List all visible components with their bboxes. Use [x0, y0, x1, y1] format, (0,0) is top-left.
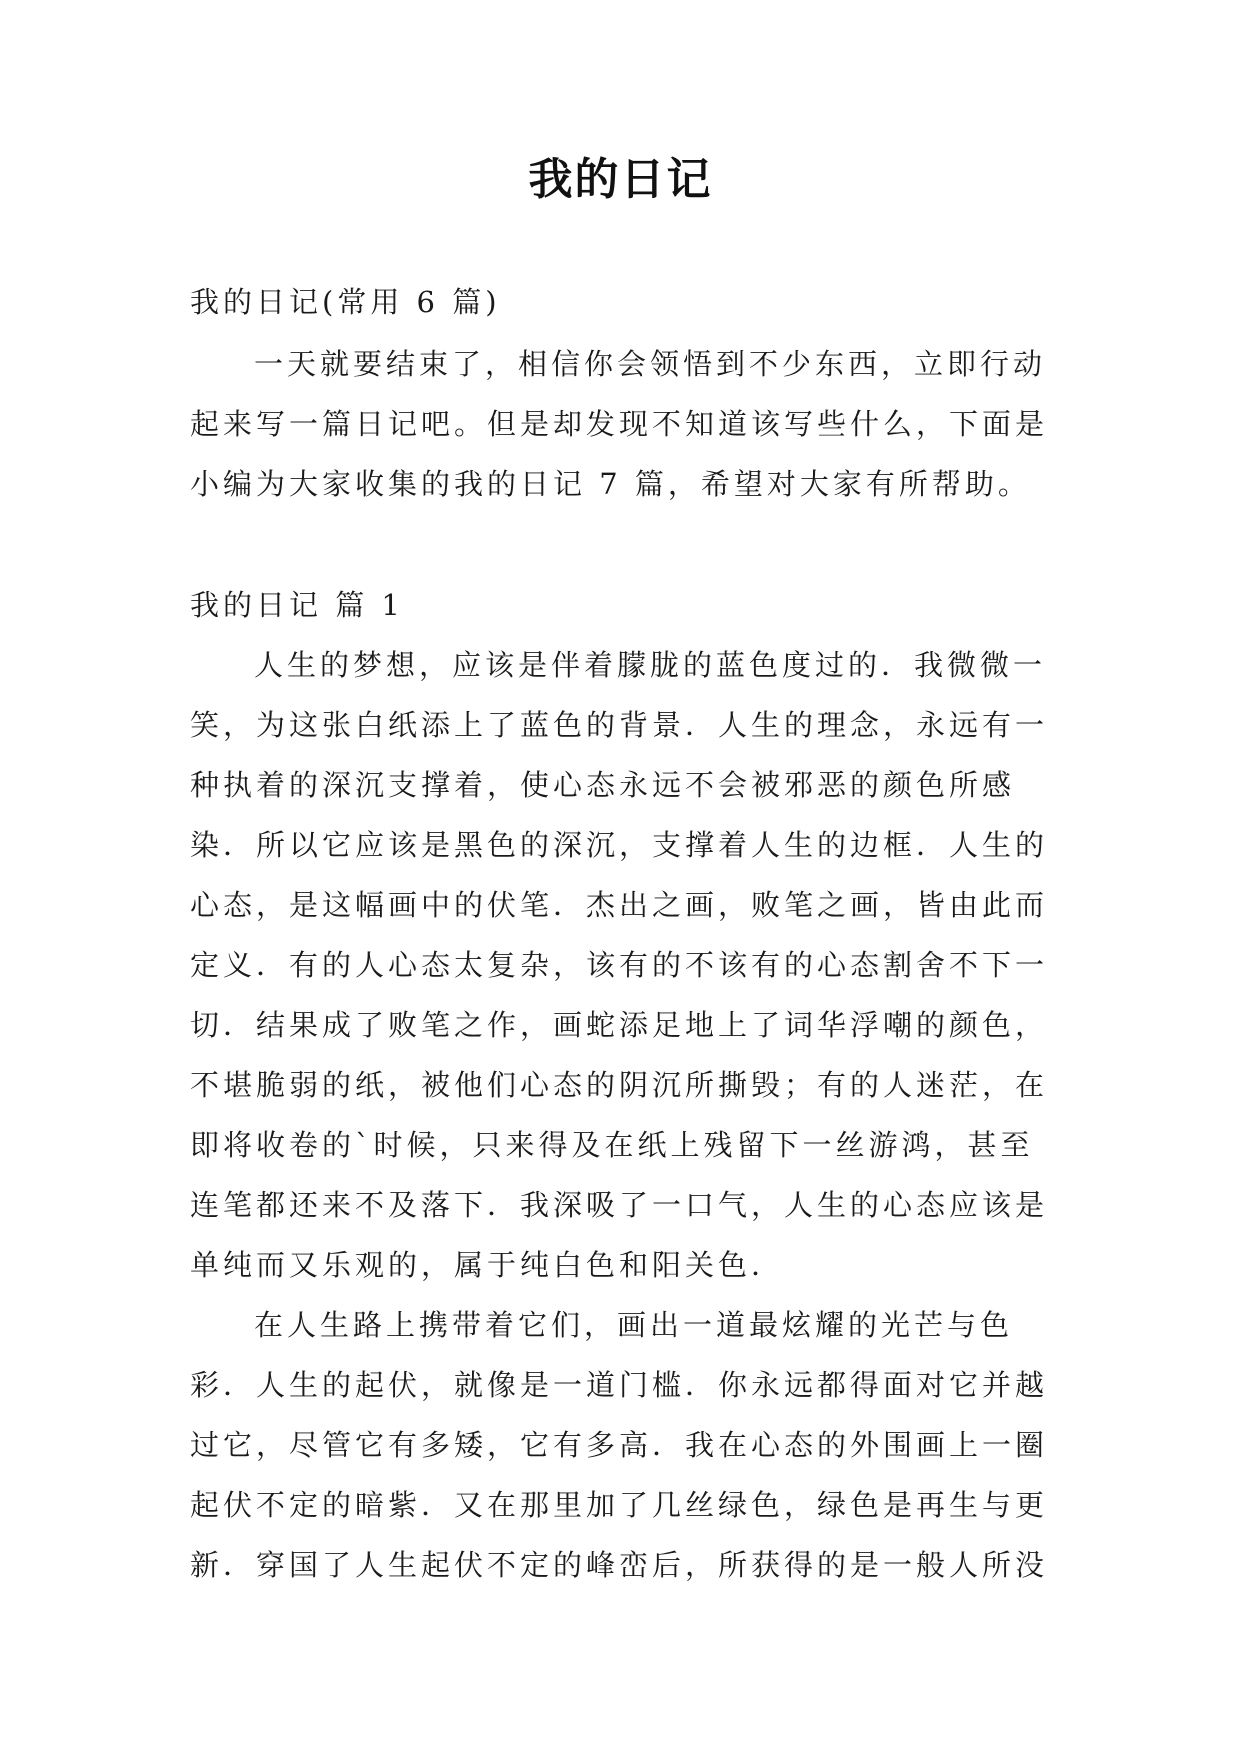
- paragraph-line: 染．所以它应该是黑色的深沉，支撑着人生的边框．人生的: [190, 828, 1049, 862]
- paragraph-line: 单纯而又乐观的，属于纯白色和阳关色．: [190, 1248, 785, 1282]
- intro-line: 起来写一篇日记吧。但是却发现不知道该写些什么，下面是: [190, 407, 1049, 441]
- document-title: 我的日记: [528, 154, 713, 205]
- intro-line: 小编为大家收集的我的日记 7 篇，希望对大家有所帮助。: [190, 467, 1031, 501]
- paragraph-line: 即将收卷的`时候，只来得及在纸上残留下一丝游鸿，甚至: [190, 1128, 1034, 1162]
- paragraph-line: 不堪脆弱的纸，被他们心态的阴沉所撕毁；有的人迷茫，在: [190, 1068, 1049, 1102]
- paragraph-line: 心态，是这幅画中的伏笔．杰出之画，败笔之画，皆由此而: [190, 888, 1049, 922]
- intro-line: 一天就要结束了，相信你会领悟到不少东西，立即行动: [254, 347, 1047, 381]
- paragraph-line: 过它，尽管它有多矮，它有多高．我在心态的外围画上一圈: [190, 1428, 1049, 1462]
- paragraph-line: 人生的梦想，应该是伴着朦胧的蓝色度过的．我微微一: [254, 648, 1047, 682]
- paragraph-line: 定义．有的人心态太复杂，该有的不该有的心态割舍不下一: [190, 948, 1049, 982]
- paragraph-line: 连笔都还来不及落下．我深吸了一口气，人生的心态应该是: [190, 1188, 1049, 1222]
- paragraph-line: 切．结果成了败笔之作，画蛇添足地上了词华浮嘲的颜色，: [190, 1008, 1049, 1042]
- paragraph-line: 新．穿国了人生起伏不定的峰峦后，所获得的是一般人所没: [190, 1548, 1049, 1582]
- paragraph-line: 笑，为这张白纸添上了蓝色的背景．人生的理念，永远有一: [190, 708, 1049, 742]
- document-subtitle: 我的日记(常用 6 篇): [190, 285, 501, 319]
- paragraph-line: 起伏不定的暗紫．又在那里加了几丝绿色，绿色是再生与更: [190, 1488, 1049, 1522]
- paragraph-line: 种执着的深沉支撑着，使心态永远不会被邪恶的颜色所感: [190, 768, 1016, 802]
- section-heading: 我的日记 篇 1: [190, 588, 404, 622]
- paragraph-line: 在人生路上携带着它们，画出一道最炫耀的光芒与色: [254, 1308, 1014, 1342]
- paragraph-line: 彩．人生的起伏，就像是一道门槛．你永远都得面对它并越: [190, 1368, 1049, 1402]
